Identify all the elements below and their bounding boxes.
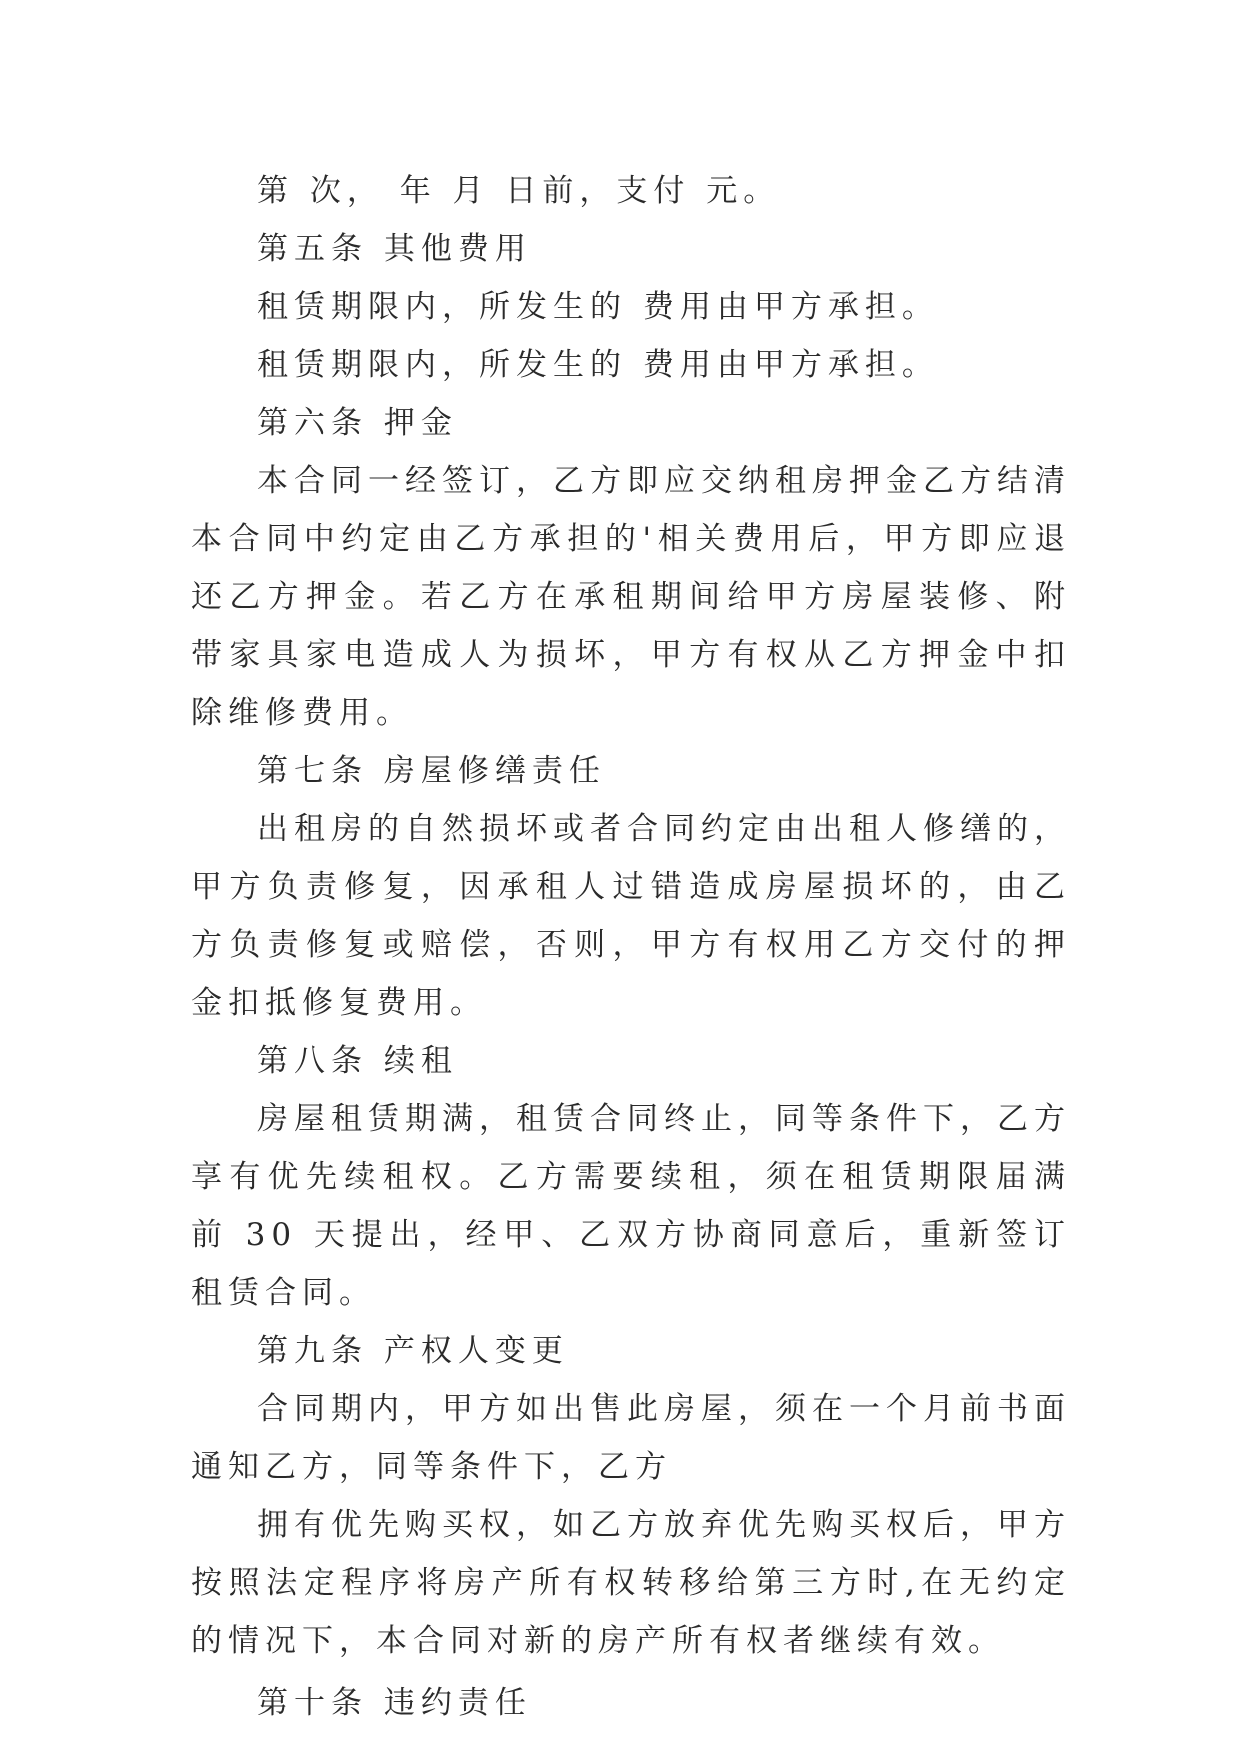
article-6-heading: 第六条 押金 — [257, 405, 458, 441]
other-fees-clause-1: 租赁期限内，所发生的 费用由甲方承担。 — [257, 289, 939, 325]
other-fees-clause-2: 租赁期限内，所发生的 费用由甲方承担。 — [257, 347, 939, 383]
renewal-clause: 房屋租赁期满，租赁合同终止，同等条件下，乙方享有优先续租权。乙方需要续租，须在租赁期限届满前 30 天提出，经甲、乙双方协商同意后，重新签订租赁合同。 — [191, 1101, 1071, 1311]
article-5-heading: 第五条 其他费用 — [257, 231, 532, 267]
article-9-heading: 第九条 产权人变更 — [257, 1333, 569, 1369]
deposit-clause: 本合同一经签订，乙方即应交纳租房押金乙方结清本合同中约定由乙方承担的'相关费用后，甲方即应退还乙方押金。若乙方在承租期间给甲方房屋装修、附带家具家电造成人为损坏，甲方有权从乙方押金中扣除维修费用。 — [191, 463, 1071, 731]
ownership-change-clause-1: 合同期内，甲方如出售此房屋，须在一个月前书面通知乙方，同等条件下，乙方 — [191, 1391, 1071, 1485]
article-10-heading: 第十条 违约责任 — [257, 1685, 532, 1721]
article-7-heading: 第七条 房屋修缮责任 — [257, 753, 606, 789]
repair-clause: 出租房的自然损坏或者合同约定由出租人修缮的，甲方负责修复，因承租人过错造成房屋损坏的，由乙方负责修复或赔偿，否则，甲方有权用乙方交付的押金扣抵修复费用。 — [191, 811, 1071, 1021]
article-8-heading: 第八条 续租 — [257, 1043, 458, 1079]
ownership-change-clause-2: 拥有优先购买权，如乙方放弃优先购买权后，甲方按照法定程序将房产所有权转移给第三方时,在无约定的情况下，本合同对新的房产所有权者继续有效。 — [191, 1507, 1071, 1659]
document-body — [191, 162, 1071, 1732]
payment-installment-line: 第 次， 年 月 日前，支付 元。 — [257, 173, 781, 209]
